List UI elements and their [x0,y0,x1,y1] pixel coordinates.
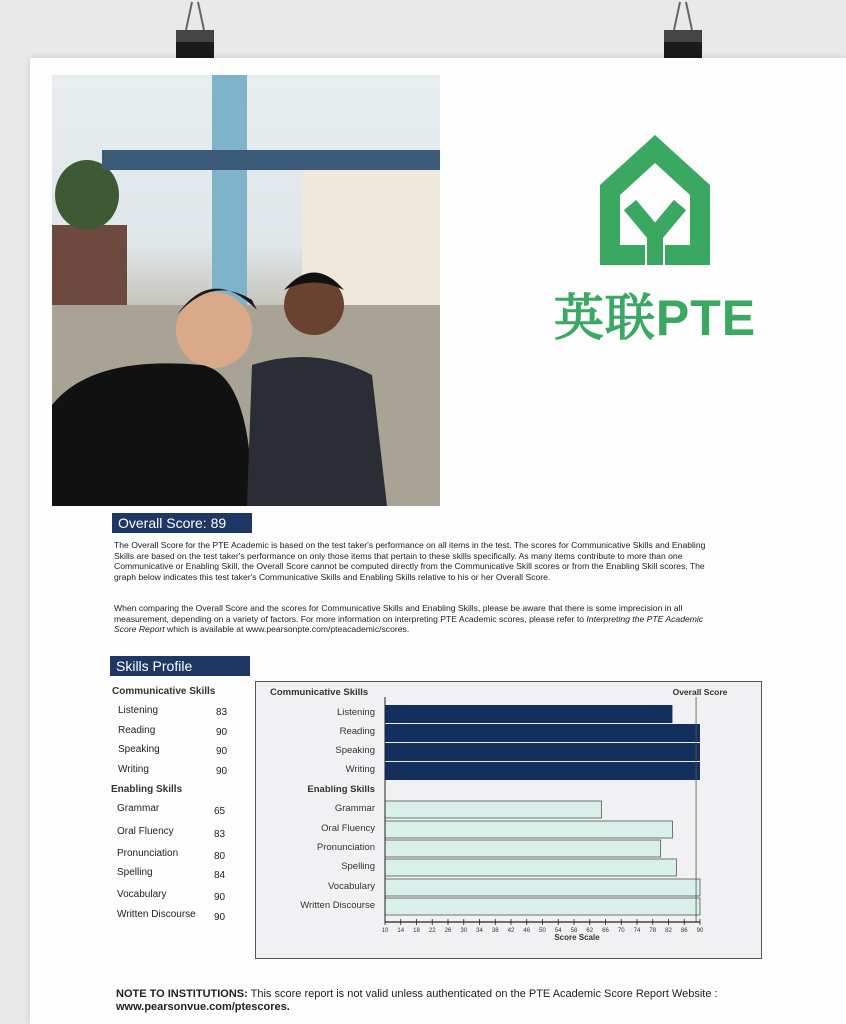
skill-name: Reading [118,725,156,736]
x-tick-label: 46 [523,928,531,934]
imprecision-text: When comparing the Overall Score and the scores for Communicative Skills and Enabling Skills, please be aware that there is some imprecision in all measurement, depending on a variety of factors. For more information on interpreting PTE Academic scores, please refer to [114,603,683,624]
skill-score: 65 [214,806,226,817]
logo-text: 英联PTE [553,290,757,346]
bar [385,898,700,915]
skill-name: Pronunciation [117,848,179,859]
x-axis-title: Score Scale [554,933,600,942]
skill-name: Spelling [117,867,153,878]
x-tick-label: 58 [570,928,578,934]
x-tick-label: 54 [554,928,562,934]
skill-score: 83 [214,829,226,840]
x-tick-label: 14 [397,928,405,934]
bar [385,724,700,742]
bar [385,801,602,818]
category-label: Spelling [341,861,375,872]
x-tick-label: 62 [586,928,594,934]
x-tick-label: 66 [602,928,609,934]
bar [385,821,672,838]
note-to-institutions [116,988,846,1014]
overall-description: The Overall Score for the PTE Academic is based on the test taker's performance on all items in the test. The scores for Communicative Skills and Enabling Skills are based on the test taker's performance on only those items that pertain to these skills specifically. As many items contribute to more than one Communicative or Enabling Skill, the Overall Score cannot be computed directly from the Communicative Skill scores or from the Enabling Skill scores. The graph below indicates this test taker's Communicative Skills and Enabling Skills relative to his or her Overall Score. [114,540,706,582]
x-tick-label: 74 [633,928,641,934]
x-tick-label: 90 [696,928,704,934]
skill-score: 90 [216,727,228,738]
bar [385,859,676,876]
enabling-skills-label: Enabling Skills [111,784,183,795]
x-tick-label: 34 [476,928,483,934]
skill-score: 90 [216,746,228,757]
category-label: Vocabulary [327,881,375,892]
skill-name: Written Discourse [117,909,196,920]
skill-score: 80 [214,851,226,862]
x-tick-label: 26 [444,928,452,934]
skill-name: Grammar [117,803,160,814]
category-label: Speaking [335,745,375,756]
skill-score: 90 [214,912,226,923]
x-tick-label: 50 [539,928,546,934]
skill-name: Speaking [118,744,160,755]
skill-name: Vocabulary [117,889,167,900]
category-label: Reading [339,726,375,737]
x-tick-label: 22 [428,928,436,934]
skill-score: 90 [216,766,228,777]
communicative-skills-label: Communicative Skills [112,686,216,697]
skill-name: Writing [118,764,149,775]
bar [385,879,700,896]
x-tick-label: 86 [680,928,688,934]
category-label: Writing [345,764,375,775]
overall-score-label: Overall Score [672,687,728,697]
overall-score-value: 89 [210,515,227,531]
category-label: Grammar [334,803,375,814]
report-guide-text: which is available at www.pearsonpte.com/pteacademic/scores. [164,624,410,635]
x-tick-label: 10 [381,928,389,934]
x-tick-label: 42 [507,928,515,934]
skill-score: 83 [216,707,228,718]
x-tick-label: 38 [491,928,499,934]
report-guide-title: Interpreting the PTE Academic Score Report [114,613,704,635]
category-label: Written Discourse [300,900,375,911]
x-tick-label: 18 [413,928,420,934]
bar [385,762,700,780]
note-text: This score report is not valid unless authenticated on the PTE Academic Score Report Website : [247,988,718,1000]
category-label: Pronunciation [316,842,375,853]
x-tick-label: 78 [649,928,657,934]
x-tick-label: 30 [460,928,468,934]
skills-profile-header: Skills Profile [110,656,250,676]
bar [385,840,661,857]
skill-score: 90 [214,892,226,903]
score-website-link[interactable]: www.pearsonvue.com/ptescores. [116,1001,290,1013]
skill-name: Listening [118,705,159,716]
bar [385,705,672,723]
x-tick-label: 82 [665,928,672,934]
skill-name: Oral Fluency [117,826,174,837]
bar [385,743,700,761]
chart-group-label: Enabling Skills [307,784,375,795]
chart-group-label: Communicative Skills [270,687,369,698]
category-label: Oral Fluency [321,823,375,834]
note-label: NOTE TO INSTITUTIONS: [116,988,248,1000]
category-label: Listening [336,707,375,718]
overall-score-label: Overall Score: [118,515,207,531]
skill-score: 84 [214,870,226,881]
x-tick-label: 70 [617,928,625,934]
